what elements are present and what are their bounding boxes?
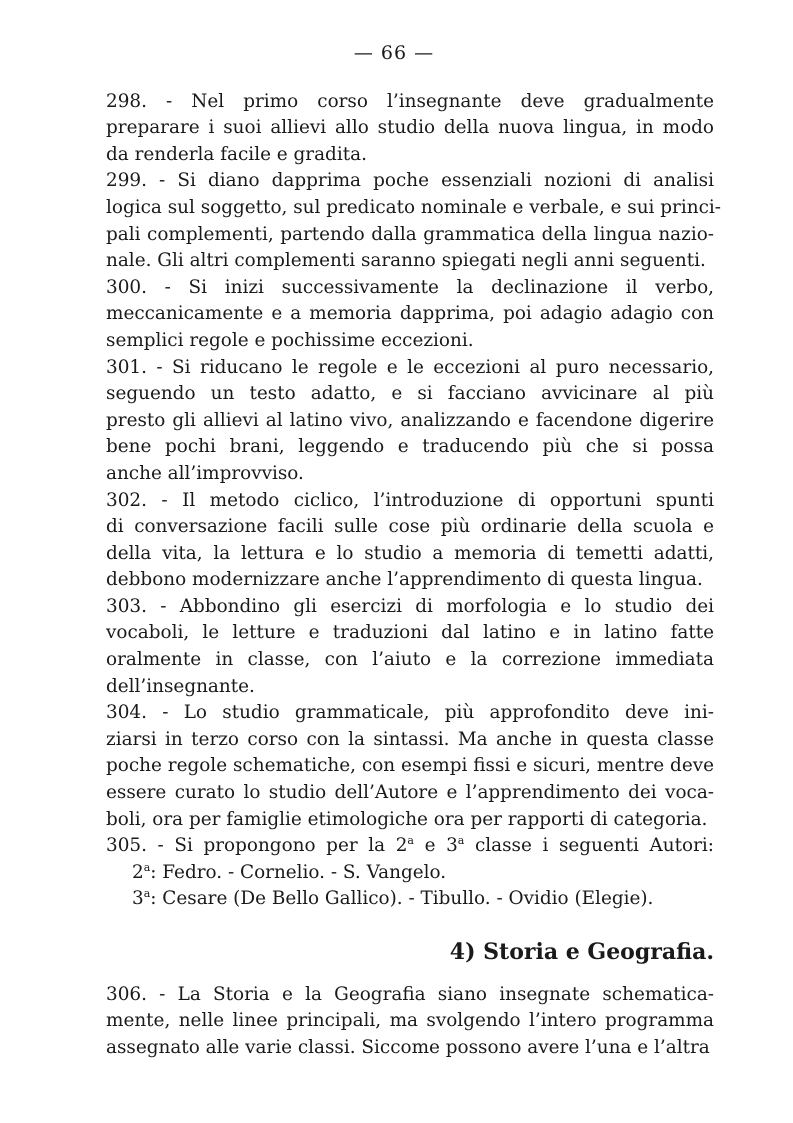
text-line: bene pochi brani, leggendo e traducendo più che si possa: [106, 436, 714, 458]
text-line: di conversazione facili sulle cose più ordinarie della scuola e: [106, 516, 714, 538]
text-line: logica sul soggetto, sul predicato nominale e verbale, e sui princi-: [106, 196, 721, 218]
text-line: poche regole schematiche, con esempi fissi e sicuri, mentre deve: [106, 755, 714, 777]
text-line: 305. - Si propongono per la 2$^a$ e 3$^a$ classe i seguenti Autori:: [106, 834, 714, 857]
paragraph-list: [74, 89, 721, 834]
text-line: 304. - Lo studio grammaticale, più approfondito deve ini-: [106, 702, 714, 724]
paragraph: [74, 700, 714, 833]
authors-third-class: 3$^a$: Cesare (De Bello Gallico). - Tibullo. - Ovidio (Elegie).: [132, 887, 654, 910]
text-line: 299. - Si diano dapprima poche essenziali nozioni di analisi: [106, 170, 714, 192]
text-line: anche all’improvviso.: [106, 462, 304, 484]
text-line: della vita, la lettura e lo studio a memoria di temetti adatti,: [106, 542, 714, 564]
text-line: essere curato lo studio dell’Autore e l’apprendimento dei voca-: [106, 782, 714, 804]
text-line: vocaboli, le letture e traduzioni dal latino e in latino fatte: [106, 622, 714, 644]
text-line: da renderla facile e gradita.: [106, 143, 367, 165]
text-line: mente, nelle linee principali, ma svolgendo l’intero programma: [106, 1010, 714, 1032]
paragraph: [74, 488, 714, 594]
text-line: debbono modernizzare anche l’apprendimento di questa lingua.: [106, 569, 703, 591]
paragraph: [74, 594, 714, 700]
document-page: [74, 40, 721, 1061]
text-line: 300. - Si inizi successivamente la declinazione il verbo,: [106, 276, 714, 298]
page-number: — 66 —: [353, 42, 435, 64]
text-line: dell’insegnante.: [106, 675, 255, 697]
paragraph-305: [74, 833, 714, 860]
text-line: meccanicamente e a memoria dapprima, poi adagio adagio con: [106, 303, 714, 325]
text-line: 298. - Nel primo corso l’insegnante deve gradualmente: [106, 90, 714, 112]
paragraph-306: [74, 982, 714, 1062]
text-line: presto gli allievi al latino vivo, analizzando e facendone digerire: [106, 409, 714, 431]
text-line: semplici regole e pochissime eccezioni.: [106, 329, 474, 351]
paragraph: [74, 168, 721, 274]
text-line: ziarsi in terzo corso con la sintassi. Ma anche in questa classe: [106, 728, 714, 750]
text-line: preparare i suoi allievi allo studio della nuova lingua, in modo: [106, 117, 714, 139]
text-line: assegnato alle varie classi. Siccome possono avere l’una e l’altra: [106, 1036, 710, 1058]
text-line: pali complementi, partendo dalla grammatica della lingua nazio-: [106, 223, 714, 245]
text-line: oralmente in classe, con l’aiuto e la correzione immediata: [106, 649, 714, 671]
text-line: 303. - Abbondino gli esercizi di morfologia e lo studio dei: [106, 595, 714, 617]
text-line: 301. - Si riducano le regole e le eccezioni al puro necessario,: [106, 356, 714, 378]
paragraph: [74, 275, 714, 355]
paragraph: [74, 355, 714, 488]
text-line: 306. - La Storia e la Geografia siano insegnate schematica-: [106, 983, 714, 1005]
paragraph: [74, 89, 714, 169]
text-line: boli, ora per famiglie etimologiche ora per rapporti di categoria.: [106, 808, 708, 830]
authors-second-class: 2$^a$: Fedro. - Cornelio. - S. Vangelo.: [132, 860, 447, 883]
text-line: nale. Gli altri complementi saranno spiegati negli anni seguenti.: [106, 250, 706, 272]
section-heading: 4) Storia e Geografia.: [449, 939, 714, 965]
text-line: seguendo un testo adatto, e si facciano avvicinare al più: [106, 383, 714, 405]
text-line: 302. - Il metodo ciclico, l’introduzione di opportuni spunti: [106, 489, 714, 511]
